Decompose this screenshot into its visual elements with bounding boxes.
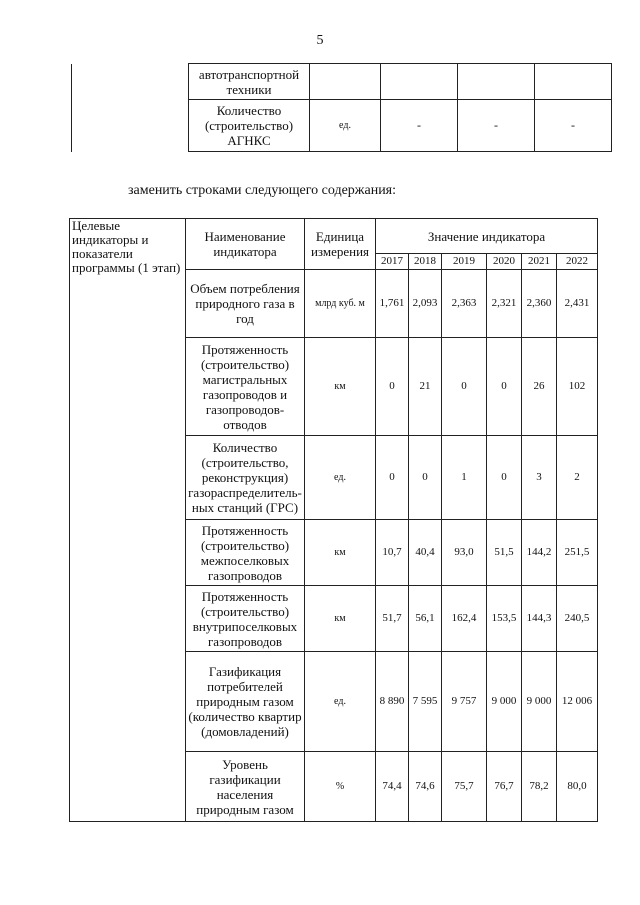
unit-cell: км: [305, 338, 376, 436]
unit-cell: ед.: [305, 652, 376, 752]
value-cell: 2,321: [487, 270, 522, 338]
year-cell: 2022: [557, 254, 598, 270]
value-cell: 51,7: [376, 586, 409, 652]
indicator-name: Газификация потребителей природным газом (количество квартир (домовладений): [186, 652, 305, 752]
unit-cell: ед.: [310, 100, 381, 152]
value-cell: 21: [409, 338, 442, 436]
value-cell: 80,0: [557, 752, 598, 822]
goal-cell-empty: [72, 64, 189, 152]
indicators-table: [69, 218, 598, 822]
value-cell: 2: [557, 436, 598, 520]
value-cell: 2,431: [557, 270, 598, 338]
value-cell: 0: [487, 338, 522, 436]
value-cell: 144,3: [522, 586, 557, 652]
indicator-name: Протяженность (строительство) магистральных газопроводов и газопроводов-отводов: [186, 338, 305, 436]
unit-cell: %: [305, 752, 376, 822]
value-cell: [458, 64, 535, 100]
value-cell: 10,7: [376, 520, 409, 586]
indicator-name: Протяженность (строительство) внутрипоселковых газопроводов: [186, 586, 305, 652]
year-cell: 2021: [522, 254, 557, 270]
value-cell: 8 890: [376, 652, 409, 752]
value-cell: 12 006: [557, 652, 598, 752]
value-cell: 9 000: [487, 652, 522, 752]
header-name: Наименование индикатора: [186, 219, 305, 270]
value-cell: 153,5: [487, 586, 522, 652]
year-cell: 2018: [409, 254, 442, 270]
indicator-name: Объем потребления природного газа в год: [186, 270, 305, 338]
value-cell: 2,093: [409, 270, 442, 338]
unit-cell: ед.: [305, 436, 376, 520]
value-cell: 144,2: [522, 520, 557, 586]
value-cell: 1: [442, 436, 487, 520]
goal-label: Целевые индикаторы и показатели программы (1 этап): [70, 219, 186, 822]
value-cell: 2,363: [442, 270, 487, 338]
indicator-name: Количество (строительство, реконструкция) газораспределитель-ных станций (ГРС): [186, 436, 305, 520]
value-cell: 74,6: [409, 752, 442, 822]
value-cell: 74,4: [376, 752, 409, 822]
year-cell: 2020: [487, 254, 522, 270]
page-number: 5: [316, 33, 324, 48]
value-cell: 0: [487, 436, 522, 520]
unit-cell: км: [305, 520, 376, 586]
value-cell: 76,7: [487, 752, 522, 822]
value-cell: -: [381, 100, 458, 152]
year-cell: 2019: [442, 254, 487, 270]
indicator-name: Протяженность (строительство) межпоселковых газопроводов: [186, 520, 305, 586]
value-cell: 0: [409, 436, 442, 520]
value-cell: 75,7: [442, 752, 487, 822]
value-cell: 9 000: [522, 652, 557, 752]
unit-cell: км: [305, 586, 376, 652]
top-table-fragment: [71, 63, 612, 152]
value-cell: 240,5: [557, 586, 598, 652]
value-cell: 9 757: [442, 652, 487, 752]
value-cell: 7 595: [409, 652, 442, 752]
year-cell: 2017: [376, 254, 409, 270]
value-cell: [535, 64, 612, 100]
value-cell: -: [535, 100, 612, 152]
value-cell: [381, 64, 458, 100]
value-cell: 40,4: [409, 520, 442, 586]
unit-cell: млрд куб. м: [305, 270, 376, 338]
header-unit: Единица измерения: [305, 219, 376, 270]
header-row: [70, 219, 598, 254]
indicator-name: Уровень газификации населения природным газом: [186, 752, 305, 822]
value-cell: 0: [376, 436, 409, 520]
value-cell: 0: [442, 338, 487, 436]
table-row: [72, 64, 612, 100]
value-cell: 251,5: [557, 520, 598, 586]
value-cell: 51,5: [487, 520, 522, 586]
unit-cell: [310, 64, 381, 100]
value-cell: 93,0: [442, 520, 487, 586]
value-cell: 2,360: [522, 270, 557, 338]
value-cell: 3: [522, 436, 557, 520]
value-cell: 1,761: [376, 270, 409, 338]
indicator-name: Количество (строительство) АГНКС: [189, 100, 310, 152]
value-cell: 26: [522, 338, 557, 436]
value-cell: -: [458, 100, 535, 152]
value-cell: 78,2: [522, 752, 557, 822]
indicator-name: автотранспортной техники: [189, 64, 310, 100]
replace-instruction: заменить строками следующего содержания:: [128, 183, 397, 198]
value-cell: 56,1: [409, 586, 442, 652]
value-cell: 102: [557, 338, 598, 436]
value-cell: 0: [376, 338, 409, 436]
value-cell: 162,4: [442, 586, 487, 652]
header-value: Значение индикатора: [376, 219, 598, 254]
